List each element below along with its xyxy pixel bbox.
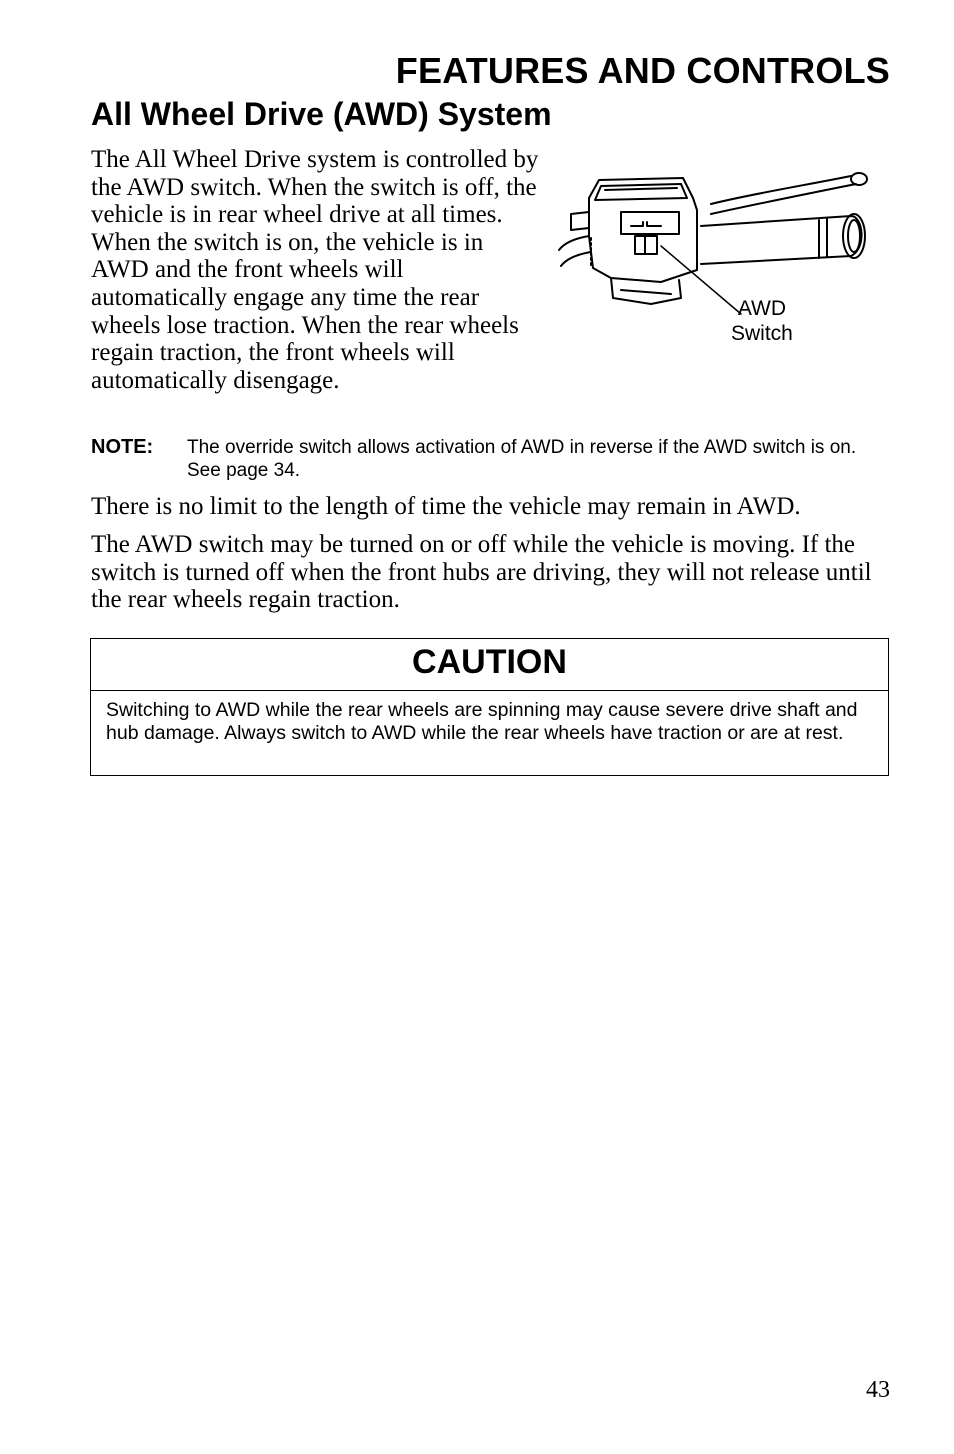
callout-line-2: Switch xyxy=(731,322,793,345)
section-title: FEATURES AND CONTROLS xyxy=(395,50,890,91)
caution-box xyxy=(90,638,889,776)
note-text: The override switch allows activation of AWD in reverse if the AWD switch is on. See page 34. xyxy=(187,437,857,481)
subsection-title: All Wheel Drive (AWD) System xyxy=(91,96,552,132)
awd-switch-callout xyxy=(731,296,793,346)
intro-text: The All Wheel Drive system is controlled by the AWD switch. When the switch is off, the vehicle is in rear wheel drive at all times. When the switch is on, the vehicle is in AWD and the front wheels will automatically engage any time the rear wheels lose traction. When the rear wheels regain traction, the front wheels will automatically disengage. xyxy=(91,146,539,394)
awd-switch-figure xyxy=(551,146,891,382)
handlebar-control-illustration xyxy=(551,166,891,326)
caution-text: Switching to AWD while the rear wheels are spinning may cause severe drive shaft and hub damage. Always switch to AWD while the rear wheels have traction or are at rest. xyxy=(106,699,858,744)
note xyxy=(91,436,891,482)
callout-line-1: AWD xyxy=(737,297,787,320)
paragraph: The AWD switch may be turned on or off while the vehicle is moving. If the switch is turned off when the front hubs are driving, they will not release until the rear wheels regain traction. xyxy=(91,531,872,614)
intro-paragraph xyxy=(91,146,891,394)
note-label: NOTE: xyxy=(91,436,154,458)
page-number: 43 xyxy=(866,1377,890,1403)
caution-heading: CAUTION xyxy=(91,639,888,691)
paragraph: There is no limit to the length of time the vehicle may remain in AWD. xyxy=(91,493,801,520)
